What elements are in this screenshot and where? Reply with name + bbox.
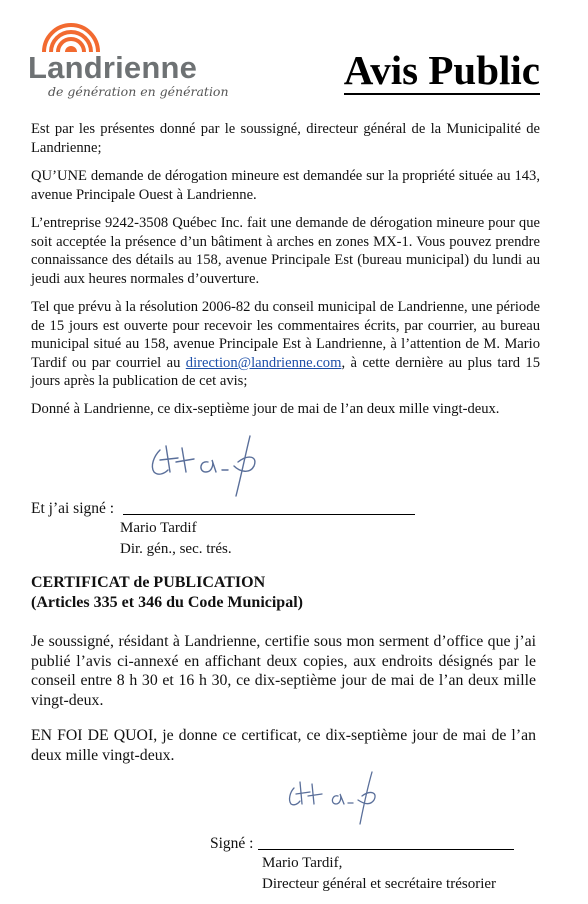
sunrise-arcs-icon bbox=[36, 8, 106, 52]
request-paragraph: QU’UNE demande de dérogation mineure est demandée sur la propriété située au 143, avenue Principale Ouest à Landrienne. bbox=[31, 168, 540, 203]
attestation-paragraph: EN FOI DE QUOI, je donne ce certificat, ce dix-septième jour de mai de l’an deux mille vingt-deux. bbox=[31, 727, 536, 764]
certificate-title-line1: CERTIFICAT de PUBLICATION bbox=[31, 574, 266, 591]
certificate-paragraph: Je soussigné, résidant à Landrienne, certifie sous mon serment d’office que j’ai publié l’avis ci-annexé en affichant deux copies, aux endroits désignés par le conseil entre 8 h 30 et 16 h 30, ce dix-septième jour de mai de l’an deux mille vingt-deux. bbox=[31, 633, 536, 709]
signature-line-2 bbox=[258, 849, 514, 850]
certificate-title-line2: (Articles 335 et 346 du Code Municipal) bbox=[31, 594, 303, 611]
signature-label: Et j’ai signé : bbox=[31, 500, 115, 517]
signatory-name: Mario Tardif bbox=[120, 520, 197, 536]
signature-label-2: Signé : bbox=[210, 835, 254, 852]
municipality-logo bbox=[28, 8, 228, 108]
comments-text-before: Tel que prévu à la résolution 2006-82 du conseil municipal de Landrienne, une période de 15 jours est ouverte pour recevoir les commentaires écrits, par courrier, au bureau municipal situé au 158, avenue Principale Est à Landrienne, à l’attention de M. Mario Tardif ou par courriel au bbox=[31, 299, 540, 371]
email-link[interactable]: direction@landrienne.com bbox=[185, 354, 342, 371]
intro-paragraph: Est par les présentes donné par le soussigné, directeur général de la Municipalité de Landrienne; bbox=[31, 121, 540, 156]
comments-paragraph bbox=[31, 298, 540, 391]
logo-wordmark: Landrienne bbox=[28, 50, 198, 85]
handwritten-signature-2 bbox=[282, 770, 392, 830]
certificate-title bbox=[31, 573, 303, 613]
handwritten-signature bbox=[138, 432, 278, 502]
signature-line bbox=[123, 514, 415, 515]
signatory-role: Dir. gén., sec. trés. bbox=[120, 541, 232, 557]
details-paragraph: L’entreprise 9242-3508 Québec Inc. fait une demande de dérogation mineure pour que soit acceptée la présence d’un bâtiment à arches en zones MX-1. Vous pouvez prendre connaissance des détails au 158, avenue Principale Est (bureau municipal) du lundi au jeudi aux heures normales d’ouverture. bbox=[31, 215, 540, 287]
signatory-role-2: Directeur général et secrétaire trésorier bbox=[262, 876, 497, 892]
page-title: Avis Public bbox=[343, 47, 540, 93]
logo-tagline: de génération en génération bbox=[48, 84, 229, 99]
signatory-name-2: Mario Tardif, bbox=[262, 855, 343, 871]
comments-text-after: , à cette dernière au plus tard 15 jours après la publication de cet avis; bbox=[31, 354, 540, 390]
given-paragraph: Donné à Landrienne, ce dix-septième jour de mai de l’an deux mille vingt-deux. bbox=[31, 401, 500, 417]
